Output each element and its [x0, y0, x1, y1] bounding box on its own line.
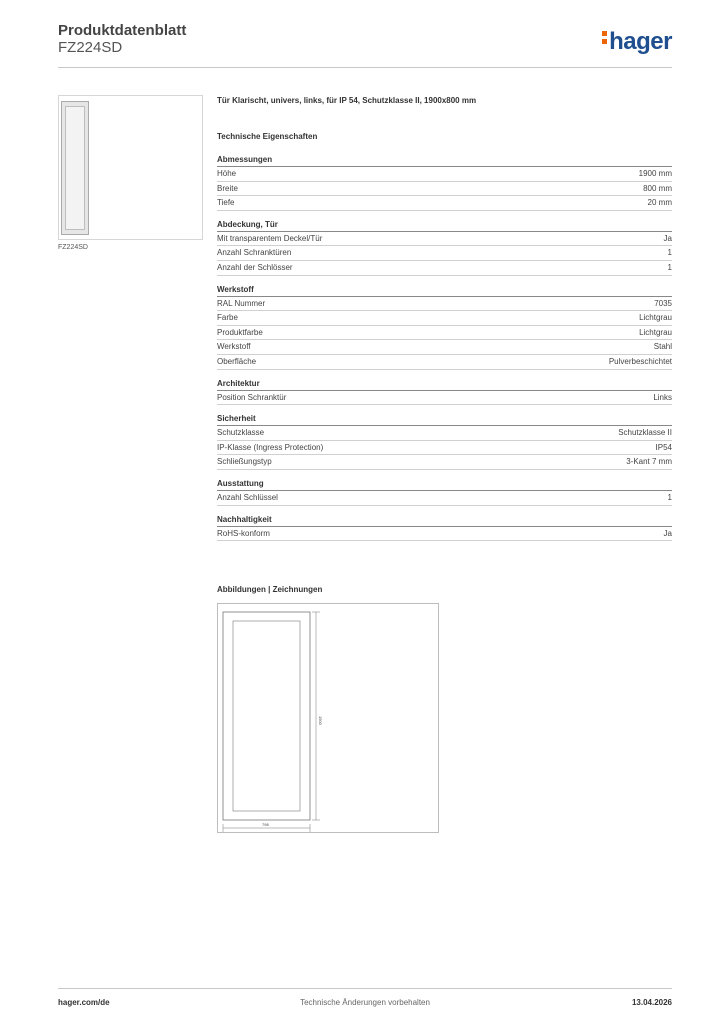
spec-value: Schutzklasse II: [618, 428, 672, 438]
spec-section: [217, 478, 672, 506]
spec-value: Ja: [663, 233, 672, 243]
spec-value: Lichtgrau: [639, 313, 672, 323]
figures-title: Abbildungen | Zeichnungen: [217, 585, 323, 594]
spec-row: [217, 455, 672, 470]
spec-row: [217, 527, 672, 542]
section-heading: Werkstoff: [217, 284, 672, 297]
glass-outline: [233, 621, 300, 811]
spec-value: 1: [667, 262, 672, 272]
spec-value: 3-Kant 7 mm: [626, 457, 672, 467]
spec-row: [217, 261, 672, 276]
spec-value: Links: [653, 392, 672, 402]
section-heading: Sicherheit: [217, 413, 672, 426]
spec-label: Anzahl Schlüssel: [217, 492, 278, 502]
footer-disclaimer: Technische Änderungen vorbehalten: [300, 998, 430, 1007]
spec-row: [217, 355, 672, 370]
product-description: Tür Klarischt, univers, links, für IP 54, Schutzklasse II, 1900x800 mm: [217, 96, 477, 105]
spec-row: [217, 391, 672, 406]
spec-value: 1: [667, 248, 672, 258]
spec-sections: [217, 154, 672, 541]
width-dim-label: 798: [262, 822, 269, 827]
drawing-svg: [218, 604, 440, 834]
footer-website[interactable]: hager.com/de: [58, 998, 110, 1007]
spec-row: [217, 340, 672, 355]
spec-label: Breite: [217, 183, 238, 193]
footer-date: 13.04.2026: [631, 998, 672, 1007]
page-footer: [58, 988, 672, 1008]
spec-row: [217, 441, 672, 456]
spec-row: [217, 167, 672, 182]
spec-row: [217, 196, 672, 211]
spec-row: [217, 426, 672, 441]
product-image-caption: FZ224SD: [58, 244, 88, 251]
product-code: FZ224SD: [58, 39, 123, 56]
spec-label: Mit transparentem Deckel/Tür: [217, 233, 323, 243]
spec-label: IP-Klasse (Ingress Protection): [217, 442, 324, 452]
spec-value: 7035: [654, 298, 672, 308]
spec-value: Stahl: [653, 342, 672, 352]
spec-section: [217, 413, 672, 470]
spec-value: 1: [667, 492, 672, 502]
height-dim-label: 1900: [318, 716, 323, 725]
section-heading: Architektur: [217, 378, 672, 391]
spec-label: Schließungstyp: [217, 457, 272, 467]
spec-label: RAL Nummer: [217, 298, 266, 308]
spec-value: 1900 mm: [638, 169, 672, 178]
technical-drawing: [217, 603, 439, 833]
door-image-icon: [61, 101, 89, 235]
spec-section: [217, 514, 672, 542]
spec-row: [217, 311, 672, 326]
document-title: Produktdatenblatt: [58, 22, 187, 39]
spec-label: Position Schranktür: [217, 392, 287, 402]
spec-value: 800 mm: [643, 183, 672, 193]
page-header: [58, 22, 672, 68]
section-heading: Abdeckung, Tür: [217, 219, 672, 232]
spec-label: Schutzklasse: [217, 428, 265, 438]
spec-title: Technische Eigenschaften: [217, 132, 318, 141]
spec-section: [217, 154, 672, 211]
logo-text: hager: [609, 28, 672, 55]
spec-section: [217, 284, 672, 370]
spec-label: Anzahl Schranktüren: [217, 248, 292, 258]
spec-row: [217, 491, 672, 506]
spec-label: RoHS-konform: [217, 528, 270, 538]
spec-content: [217, 96, 672, 549]
product-image: [58, 95, 203, 240]
spec-row: [217, 297, 672, 312]
spec-value: 20 mm: [647, 198, 672, 208]
spec-row: [217, 326, 672, 341]
section-heading: Nachhaltigkeit: [217, 514, 672, 527]
spec-section: [217, 378, 672, 406]
spec-label: Tiefe: [217, 198, 235, 208]
spec-row: [217, 182, 672, 197]
spec-label: Farbe: [217, 313, 238, 323]
spec-value: Pulverbeschichtet: [608, 356, 672, 366]
spec-label: Werkstoff: [217, 342, 251, 352]
section-heading: Ausstattung: [217, 478, 672, 491]
spec-section: [217, 219, 672, 276]
spec-value: IP54: [655, 442, 672, 452]
spec-value: Lichtgrau: [639, 327, 672, 337]
spec-label: Höhe: [217, 169, 237, 178]
hager-logo: [602, 28, 672, 56]
spec-label: Oberfläche: [217, 356, 257, 366]
spec-row: [217, 246, 672, 261]
spec-row: [217, 232, 672, 247]
door-outline: [223, 612, 310, 820]
spec-value: Ja: [663, 528, 672, 538]
spec-label: Anzahl der Schlösser: [217, 262, 293, 272]
spec-label: Produktfarbe: [217, 327, 263, 337]
logo-dots-icon: [602, 28, 607, 47]
section-heading: Abmessungen: [217, 154, 672, 167]
